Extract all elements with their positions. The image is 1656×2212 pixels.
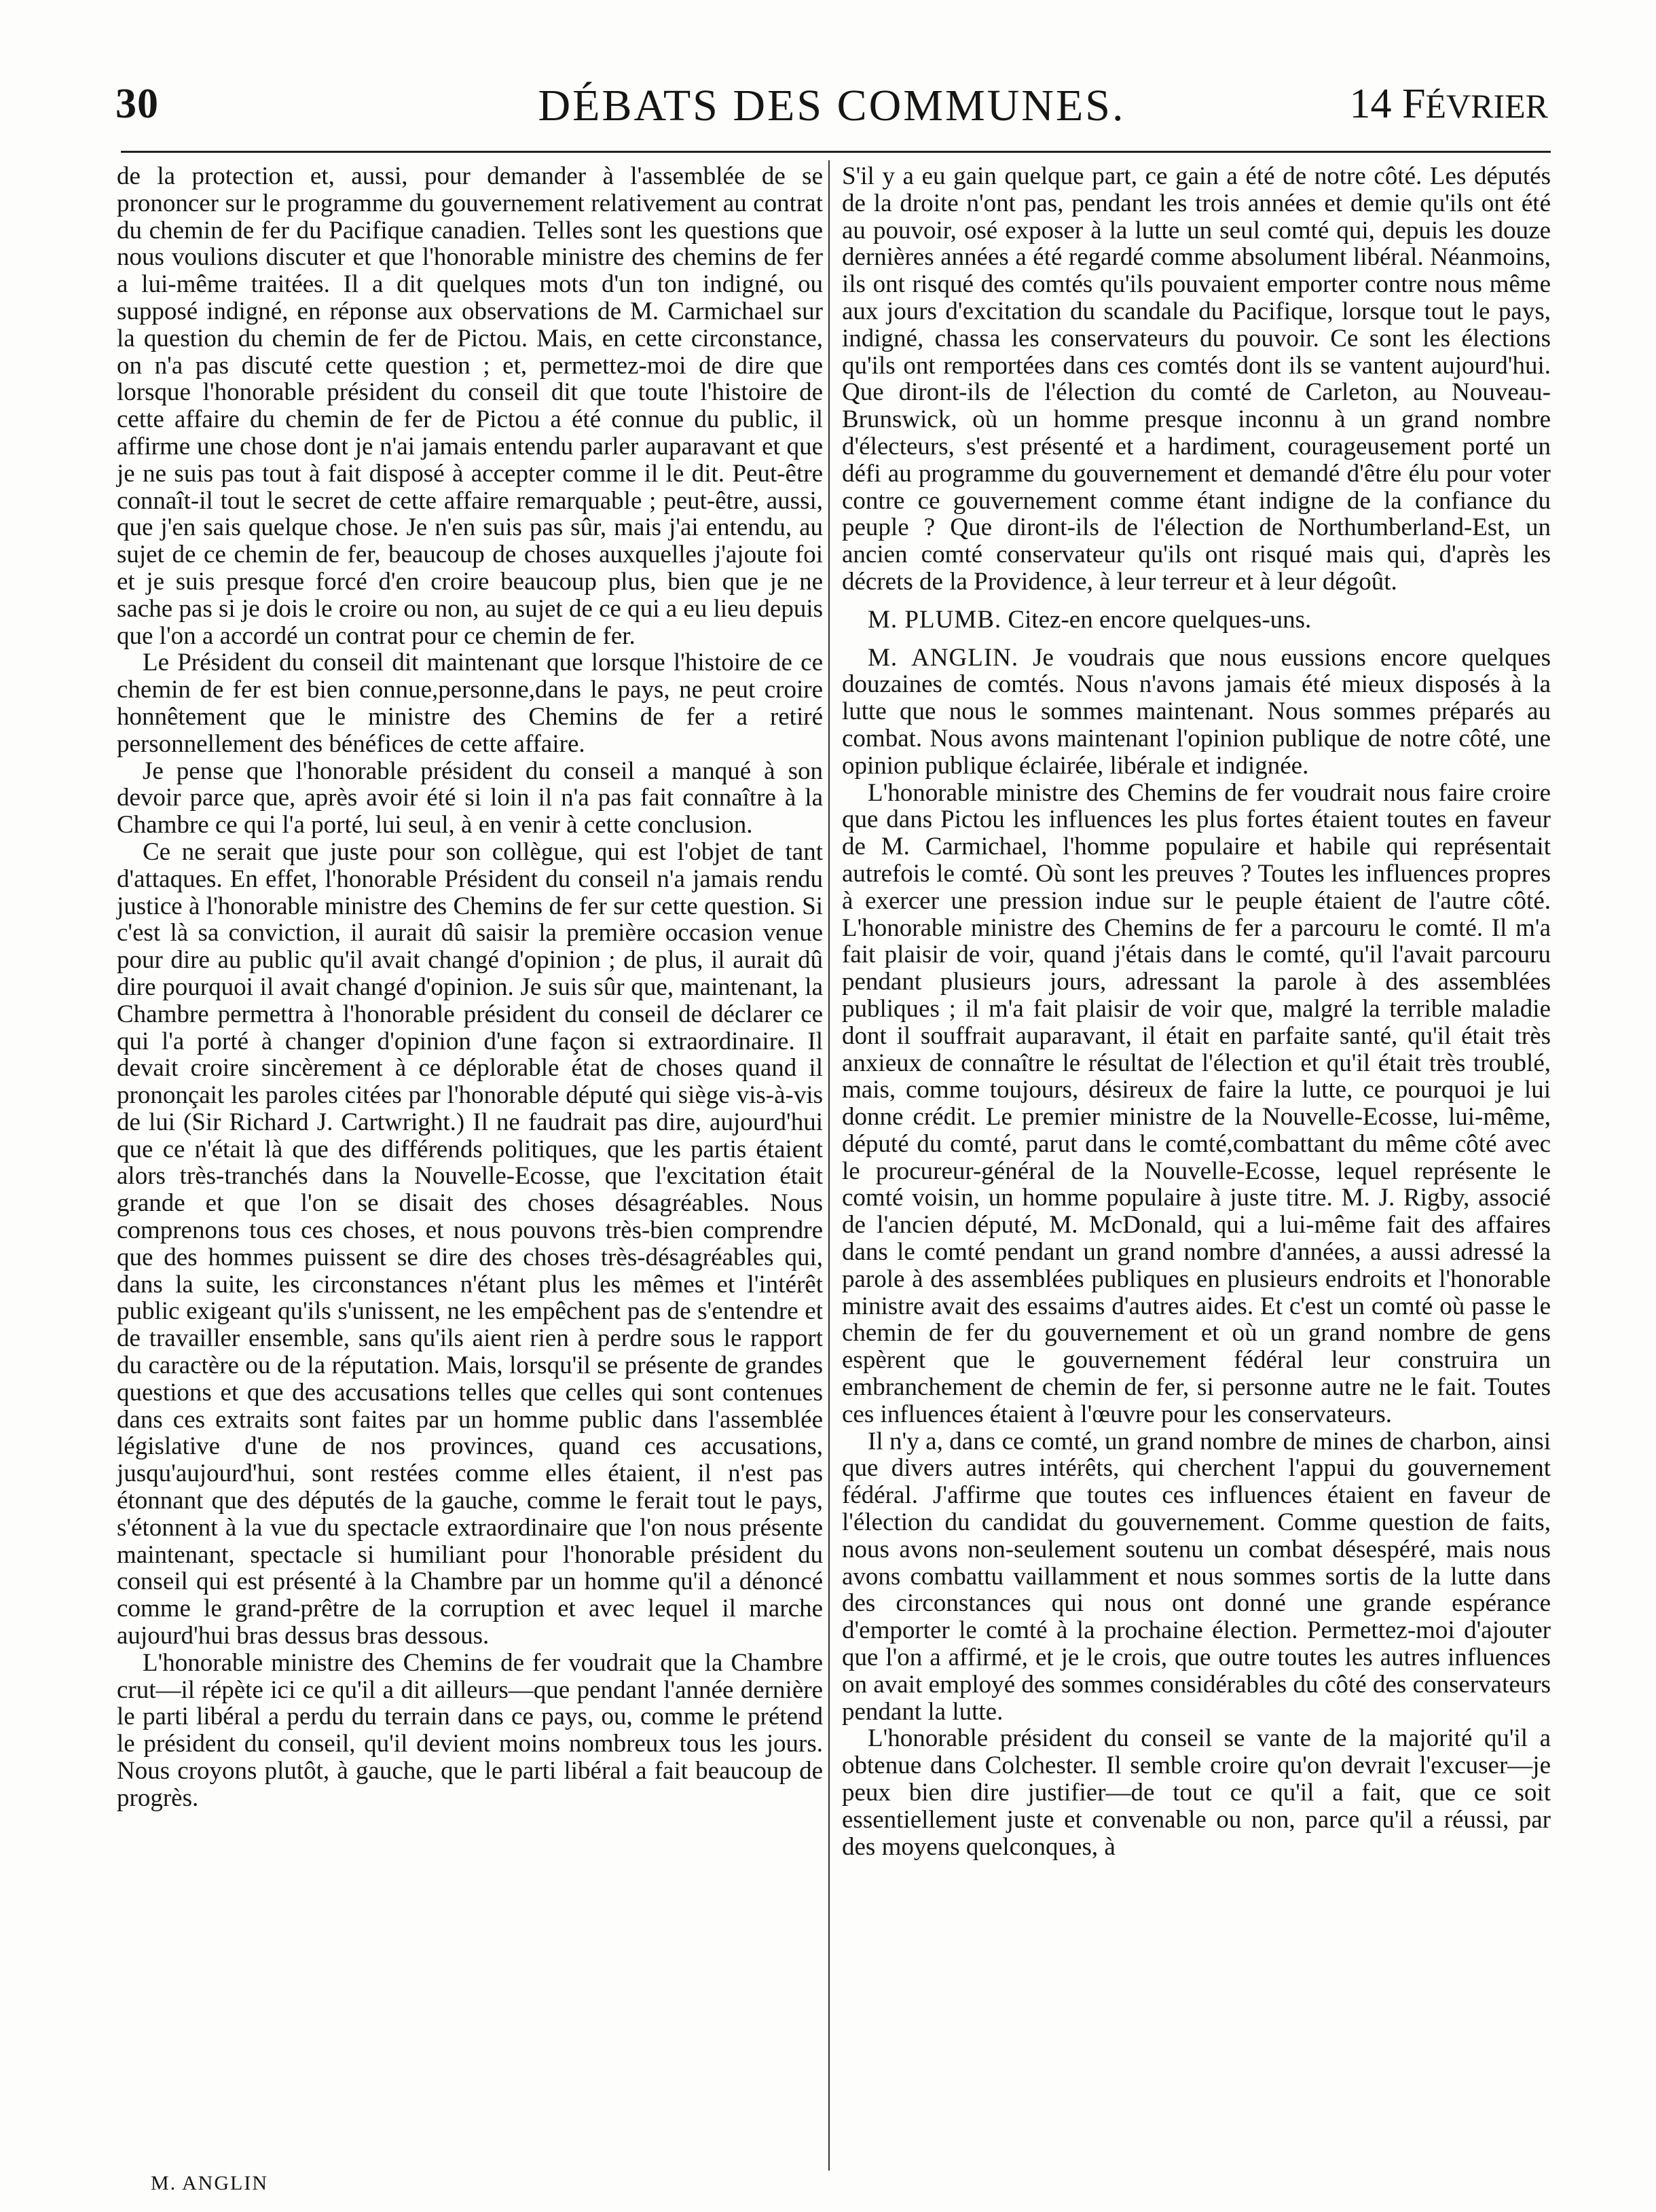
speaker-paragraph — [842, 606, 1551, 634]
paragraph: S'il y a eu gain quelque part, ce gain a été de notre côté. Les députés de la droite n'ont pas, pendant les trois années et demie qu'ils ont été au pouvoir, osé exposer à la lutte un seul comté qui, depuis les douze dernières années a été regardé comme absolument libéral. Néanmoins, ils ont risqué des comtés qu'ils pouvaient emporter contre nous même aux jours d'excitation du scandale du Pacifique, lorsque tout le pays, indigné, chassa les conservateurs du pouvoir. Ce sont les élections qu'ils ont remportées dans ces comtés dont ils se vantent aujourd'hui. Que diront-ils de l'élection du comté de Carleton, au Nouveau-Brunswick, où un homme presque inconnu à un grand nombre d'électeurs, s'est présenté et a hardiment, courageusement porté un défi au programme du gouvernement et demandé d'être élu pour voter contre ce gouvernement comme étant indigne de la confiance du peuple ? Que diront-ils de l'élection de Northumberland-Est, un ancien comté conservateur qu'ils ont risqué mais qui, d'après les décrets de la Providence, à leur terreur et à leur dégoût. — [842, 162, 1551, 596]
paragraph: L'honorable ministre des Chemins de fer voudrait nous faire croire que dans Pictou les influences les plus fortes étaient toutes en faveur de M. Carmichael, l'homme populaire et habile qui représentait autrefois le comté. Où sont les preuves ? Toutes les influences propres à exercer une pression indue sur le peuple étaient de l'autre côté. L'honorable ministre des Chemins de fer a parcouru le comté. Il m'a fait plaisir de voir, quand j'étais dans le comté, qu'il l'avait parcouru pendant plusieurs jours, adressant la parole à des assemblées publiques ; il m'a fait plaisir de voir que, malgré la terrible maladie dont il souffrait auparavant, il était en parfaite santé, qu'il était très anxieux de connaître le résultat de l'élection et qu'il était très troublé, mais, comme toujours, désireux de faire la lutte, ce pourquoi je lui donne crédit. Le premier ministre de la Nouvelle-Ecosse, lui-même, député du comté, parut dans le comté,combattant du même côté avec le procureur-général de la Nouvelle-Ecosse, lequel représente le comté voisin, un homme populaire à juste titre. M. J. Rigby, associé de l'ancien député, M. McDonald, qui a lui-même fait des affaires dans le comté pendant un grand nombre d'années, a aussi adressé la parole à des assemblées publiques en plusieurs endroits et l'honorable ministre avait des essaims d'autres aides. Et c'est un comté où passe le chemin de fer du gouvernement et où un grand nombre de gens espèrent que le gouvernement fédéral leur construira un embranchement de chemin de fer, si personne autre ne le fait. Toutes ces influences étaient à l'œuvre pour les conservateurs. — [842, 778, 1551, 1428]
page-number: 30 — [115, 81, 159, 127]
header-date-day: 14 — [1349, 81, 1392, 127]
header-date — [1349, 80, 1548, 128]
header-date-month-rest: ÉVRIER — [1425, 87, 1548, 125]
page-signature: M. ANGLIN — [151, 2172, 268, 2194]
left-column — [117, 163, 823, 1812]
paragraph: Je pense que l'honorable président du conseil a manqué à son devoir parce que, après avoir été si loin il n'a pas fait connaître à la Chambre ce qui l'a porté, lui seul, à en venir à cette conclusion. — [117, 757, 823, 839]
header-date-month-initial: F — [1401, 81, 1426, 127]
paragraph: L'honorable ministre des Chemins de fer voudrait que la Chambre crut—il répète ici ce qu'il a dit ailleurs—que pendant l'année dernière le parti libéral a perdu du terrain dans ce pays, ou, comme le prétend le président du conseil, qu'il devient moins nombreux tous les jours. Nous croyons plutôt, à gauche, que le parti libéral a fait beaucoup de progrès. — [117, 1648, 823, 1812]
header-rule — [121, 151, 1551, 153]
right-column — [842, 163, 1551, 1860]
paragraph: de la protection et, aussi, pour demander à l'assemblée de se prononcer sur le programme du gouvernement relativement au contrat du chemin de fer du Pacifique canadien. Telles sont les questions que nous voulions discuter et que l'honorable ministre des chemins de fer a lui-même traitées. Il a dit quelques mots d'un ton indigné, ou supposé indigné, en réponse aux observations de M. Carmichael sur la question du chemin de fer de Pictou. Mais, en cette circonstance, on n'a pas discuté cette question ; et, permettez-moi de dire que lorsque l'honorable président du conseil dit que toute l'histoire de cette affaire du chemin de fer de Pictou a été connue du public, il affirme une chose dont je n'ai jamais entendu parler auparavant et que je ne suis pas tout à fait disposé à accepter comme il le dit. Peut-être connaît-il tout le secret de cette affaire remarquable ; peut-être, aussi, que j'en sais quelque chose. Je n'en suis pas sûr, mais j'ai entendu, au sujet de ce chemin de fer, beaucoup de choses auxquelles j'ajoute foi et je suis presque forcé d'en croire beaucoup plus, bien que je ne sache pas si je dois le croire ou non, au sujet de ce qui a eu lieu depuis que l'on a accordé un contrat pour ce chemin de fer. — [117, 162, 823, 650]
page-header — [115, 80, 1548, 141]
speaker-paragraph — [842, 645, 1551, 780]
paragraph: Il n'y a, dans ce comté, un grand nombre de mines de charbon, ainsi que divers autres intérêts, qui cherchent l'appui du gouvernement fédéral. J'affirme que toutes ces influences étaient en faveur de l'élection du candidat du gouvernement. Comme question de faits, nous avons non-seulement soutenu un combat désespéré, mais nous avons combattu vaillamment et nous sommes sortis de la lutte dans des circonstances qui nous ont donné une grande espérance d'emporter le comté à la prochaine élection. Permettez-moi d'ajouter que l'on a affirmé, et je le crois, que outre toutes les autres influences on avait employé des sommes considérables du côté des conservateurs pendant la lutte. — [842, 1427, 1551, 1726]
speech-text: Je voudrais que nous eussions encore quelques douzaines de comtés. Nous n'avons jamais été mieux disposés à la lutte que nous le sommes maintenant. Nous sommes préparés au combat. Nous avons maintenant l'opinion publique de notre côté, une opinion publique éclairée, libérale et indignée. — [842, 643, 1551, 780]
column-divider — [828, 160, 830, 2171]
speech-text: Citez-en encore quelques-uns. — [1008, 605, 1312, 634]
paragraph: L'honorable président du conseil se vante de la majorité qu'il a obtenue dans Colchester. Il semble croire qu'on devrait l'excuser—je peux bien dire justifier—de tout ce qu'il a fait, que ce soit essentiellement juste et convenable ou non, parce qu'il a réussi, par des moyens quelconques, à — [842, 1724, 1551, 1861]
paragraph: Le Président du conseil dit maintenant que lorsque l'histoire de ce chemin de fer est bien connue,personne,dans le pays, ne peut croire honnêtement que le ministre des Chemins de fer a retiré personnellement des bénéfices de cette affaire. — [117, 649, 823, 758]
speaker-name: M. PLUMB. — [868, 605, 1002, 634]
speaker-name: M. ANGLIN. — [868, 643, 1019, 672]
running-title: DÉBATS DES COMMUNES. — [538, 81, 1126, 130]
paragraph: Ce ne serait que juste pour son collègue, qui est l'objet de tant d'attaques. En effet, l'honorable Président du conseil n'a jamais rendu justice à l'honorable ministre des Chemins de fer sur cette question. Si c'est là sa conviction, il aurait dû saisir la première occasion venue pour dire au public qu'il avait changé d'opinion ; de plus, il aurait dû dire pourquoi il avait changé d'opinion. Je suis sûr que, maintenant, la Chambre permettra à l'honorable président du conseil de déclarer ce qui l'a porté à changer d'opinion d'une façon si extraordinaire. Il devait croire sincèrement à ce déplorable état de choses quand il prononçait les paroles citées par l'honorable député qui siège vis-à-vis de lui (Sir Richard J. Cartwright.) Il ne faudrait pas dire, aujourd'hui que ce n'était là que des différends politiques, que les partis étaient alors très-tranchés dans la Nouvelle-Ecosse, que l'excitation était grande et que l'on se disait des choses désagréables. Nous comprenons tous ces choses, et nous pouvons très-bien comprendre que des hommes puissent se dire des choses très-désagréables qui, dans la suite, les circonstances n'étant plus les mêmes et l'intérêt public exigeant qu'ils s'unissent, ne les empêchent pas de s'entendre et de travailler ensemble, sans qu'ils aient rien à perdre sous le rapport du caractère ou de la réputation. Mais, lorsqu'il se présente de grandes questions et que des accusations telles que celles qui sont contenues dans ces extraits sont faites par un homme public dans l'assemblée législative d'une de nos provinces, quand ces accusations, jusqu'aujourd'hui, sont restées comme elles étaient, il n'est pas étonnant que des députés de la gauche, comme le ferait tout le pays, s'étonnent à la vue du spectacle extraordinaire que l'on nous présente maintenant, spectacle si humiliant pour l'honorable président du conseil qui est présenté à la Chambre par un homme qu'il a dénoncé comme le grand-prêtre de la corruption et avec lequel il marche aujourd'hui bras dessus bras dessous. — [117, 837, 823, 1650]
